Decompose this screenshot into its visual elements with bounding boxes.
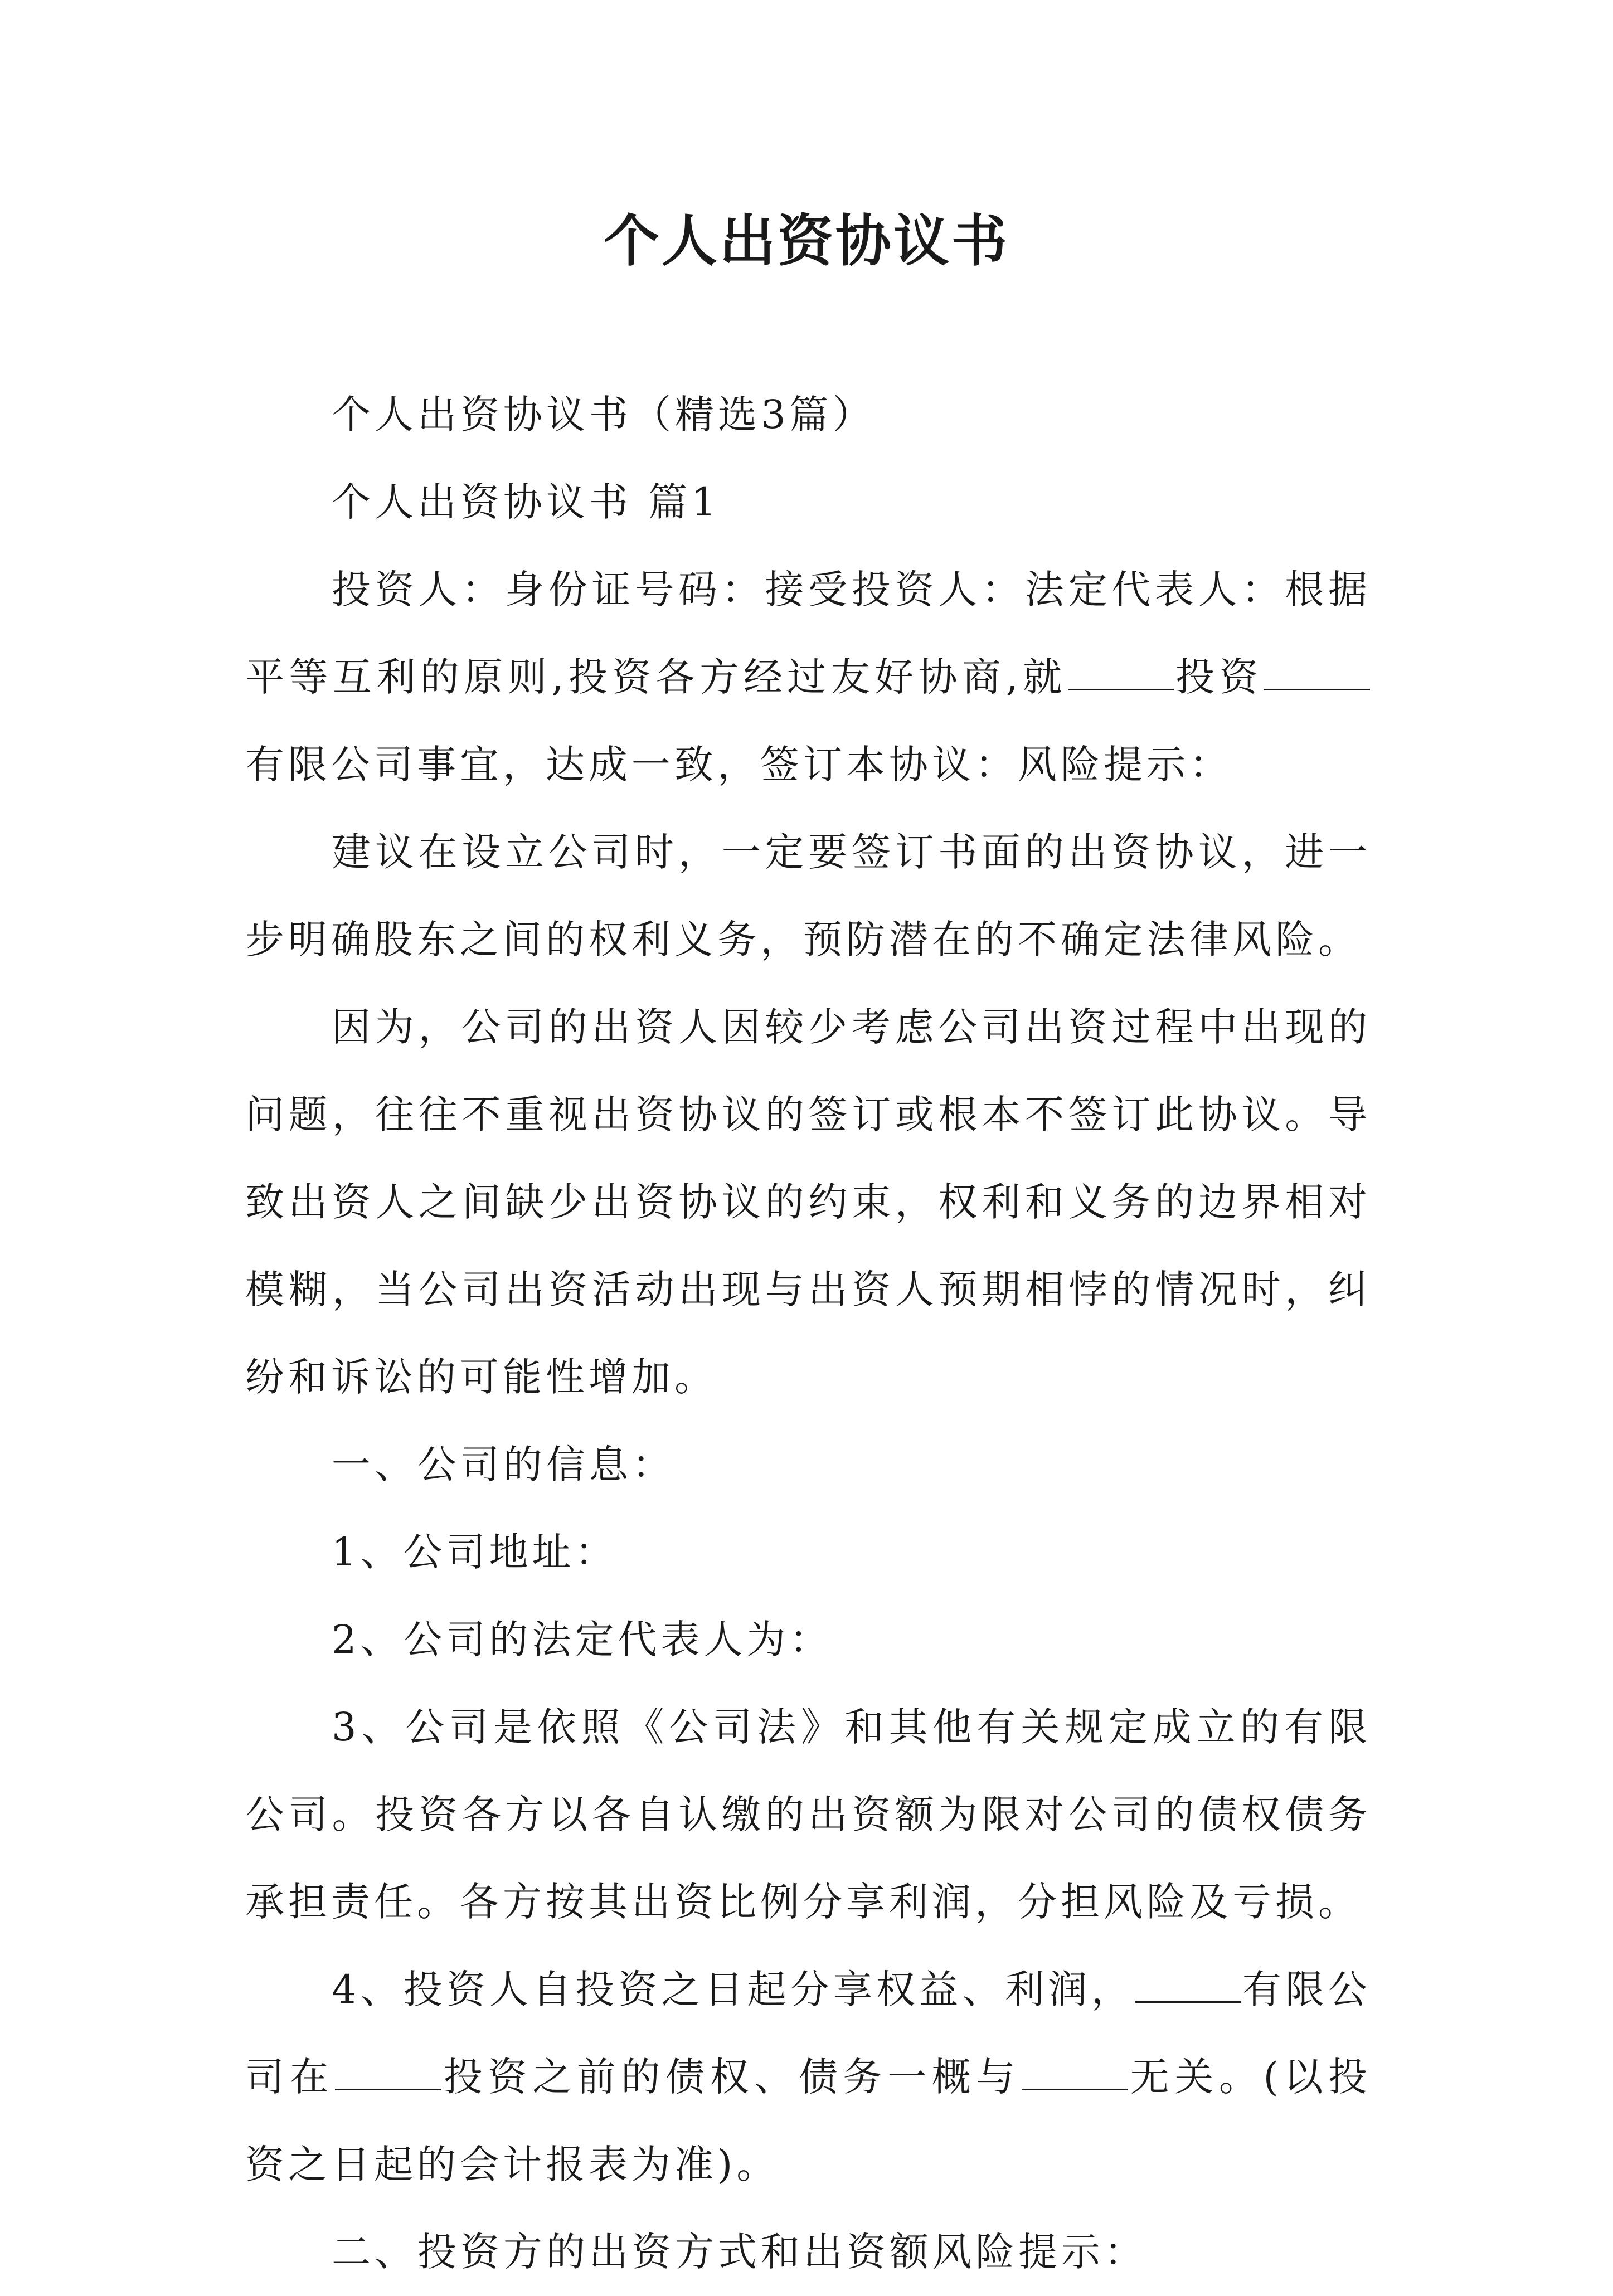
blank-line [1264,652,1370,690]
blank-line [1135,1964,1241,2003]
item-company-address: 1、公司地址： [332,1529,618,1575]
paragraph-reason: 因为，公司的出资人因较少考虑公司出资过程中出现的问题，往往不重视出资协议的签订或根本不签订此协议。导致出资人之间缺少出资协议的约束，权利和义务的边界相对模糊，当公司出资活动出现与出资人预期相悖的情况时，纠纷和诉讼的可能性增加。 [245,1004,1371,1400]
paragraph-parties-text-2: 投资 [1174,654,1263,700]
blank-line [335,2052,441,2090]
item-rights-text-1: 4、投资人自投资之日起分享权益、利润， [332,1967,1134,2012]
item-legal-representative: 2、公司的法定代表人为： [332,1617,833,1662]
paragraph-parties-text-1: 投资人：身份证号码：接受投资人：法定代表人：根据平等互利的原则,投资各方经过友好协商,就 [245,567,1371,700]
item-rights-text-4: 无关。(以投资之日起的会计报表为准)。 [245,2054,1372,2187]
item-rights-text-2: 有限公司在 [245,1967,1371,2100]
item-rights-text-3: 投资之前的债权、债务一概与 [442,2054,1021,2100]
heading-company-info: 一、公司的信息： [332,1442,675,1487]
paragraph-advice: 建议在设立公司时，一定要签订书面的出资协议，进一步明确股东之间的权利义务，预防潜在的不确定法律风险。 [245,829,1371,962]
heading-contribution: 二、投资方的出资方式和出资额风险提示： [332,2229,1147,2275]
paragraph-parties [245,546,1371,809]
subtitle: 个人出资协议书（精选3篇） [332,392,876,437]
paragraph-parties-text-3: 有限公司事宜，达成一致，签订本协议：风险提示： [245,742,1232,787]
item-rights-profits [245,1946,1371,2209]
item-company-law: 3、公司是依照《公司法》和其他有关规定成立的有限公司。投资各方以各自认缴的出资额为限对公司的债权债务承担责任。各方按其出资比例分享利润，分担风险及亏损。 [245,1704,1371,1925]
section-heading: 个人出资协议书 篇1 [332,479,720,525]
blank-line [1022,2052,1128,2090]
document-body [245,371,1371,2296]
document-title: 个人出资协议书 [604,208,1009,274]
blank-line [1068,652,1174,690]
